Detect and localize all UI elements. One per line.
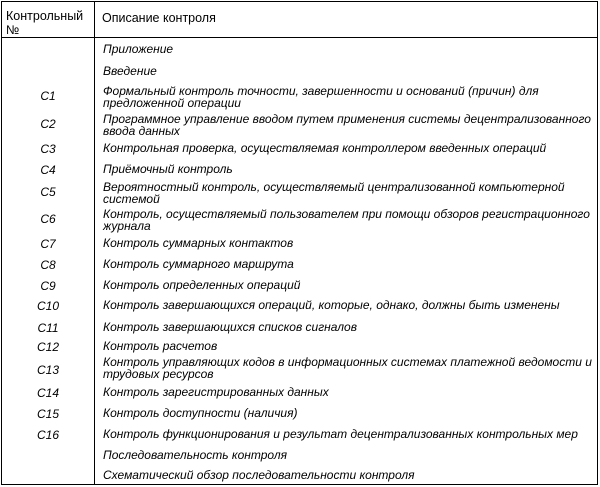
control-description: Контроль суммарного маршрута bbox=[103, 257, 294, 271]
control-code: C8 bbox=[40, 258, 56, 272]
control-code: C2 bbox=[40, 117, 56, 131]
control-description: Контроль доступности (наличия) bbox=[103, 406, 298, 420]
control-description: Контроль определенных операций bbox=[103, 278, 301, 292]
control-code: C5 bbox=[40, 185, 56, 199]
header-description-column: Описание контроля bbox=[102, 11, 216, 25]
control-code: C13 bbox=[36, 363, 59, 377]
controls-table bbox=[1, 1, 598, 485]
control-description: Контроль завершающихся операций, которые, однако, должны быть изменены bbox=[103, 298, 560, 312]
control-description: Контроль функционирования и результат децентрализованных контрольных мер bbox=[103, 427, 578, 441]
control-description: Приложение bbox=[103, 42, 174, 56]
control-description: Введение bbox=[103, 64, 157, 78]
control-code: C11 bbox=[37, 321, 59, 335]
control-code: C7 bbox=[40, 237, 56, 251]
control-description: Приёмочный контроль bbox=[103, 162, 233, 176]
header-code-column: Контрольный № bbox=[6, 9, 84, 37]
control-code: C6 bbox=[40, 212, 56, 226]
control-code: C3 bbox=[40, 142, 56, 156]
control-code: C4 bbox=[40, 163, 56, 177]
control-code: C12 bbox=[36, 340, 59, 354]
control-code: C15 bbox=[36, 407, 59, 421]
control-code: C16 bbox=[36, 428, 59, 442]
control-description: Схематический обзор последовательности контроля bbox=[103, 468, 415, 482]
control-description: Контроль управляющих кодов в информационных системах платежной ведомости и трудовых ресурсов bbox=[103, 355, 592, 381]
control-description: Контроль зарегистрированных данных bbox=[103, 385, 329, 399]
control-description: Вероятностный контроль, осуществляемый централизованной компьютерной системой bbox=[103, 180, 565, 206]
control-code: C10 bbox=[36, 299, 59, 313]
control-description: Формальный контроль точности, завершенности и оснований (причин) для предложенной операции bbox=[103, 84, 539, 110]
control-code: C1 bbox=[40, 89, 56, 103]
control-description: Контроль завершающихся списков сигналов bbox=[103, 320, 357, 334]
control-description: Контроль суммарных контактов bbox=[103, 236, 294, 250]
control-description: Программное управление вводом путем применения системы децентрализованного ввода данных bbox=[103, 112, 591, 138]
control-description: Контроль расчетов bbox=[103, 339, 218, 353]
table-header bbox=[2, 2, 597, 38]
control-description: Контроль, осуществляемый пользователем при помощи обзоров регистрационного журнала bbox=[103, 207, 590, 233]
control-code: C9 bbox=[40, 279, 56, 293]
control-code: C14 bbox=[36, 386, 59, 400]
control-description: Последовательность контроля bbox=[103, 448, 287, 462]
column-divider bbox=[94, 2, 95, 484]
control-description: Контрольная проверка, осуществляемая контроллером введенных операций bbox=[103, 141, 547, 155]
